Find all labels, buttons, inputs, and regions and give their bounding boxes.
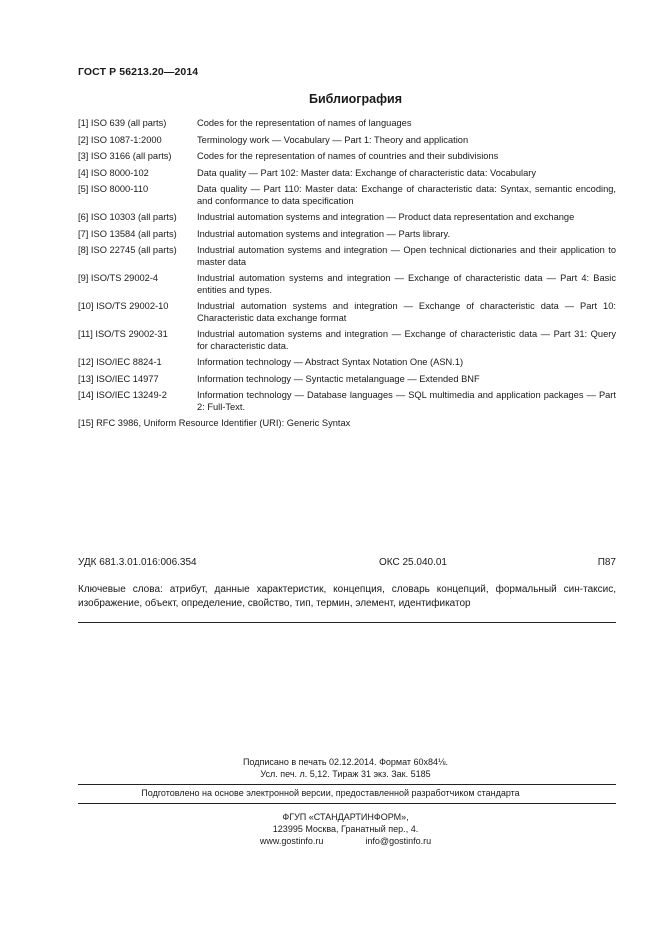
bibliography-ref: [11] ISO/TS 29002-31 bbox=[78, 329, 168, 339]
bibliography-item bbox=[78, 329, 616, 352]
bibliography-text: Data quality — Part 102: Master data: Exchange of characteristic data: Vocabulary bbox=[197, 167, 537, 178]
bibliography-text: Industrial automation systems and integration — Exchange of characteristic data — Part 31: Query for characteristic data. bbox=[197, 329, 616, 351]
bibliography-text: Industrial automation systems and integration — Open technical dictionaries and their application to master data bbox=[197, 245, 616, 267]
publisher-name: ФГУП «СТАНДАРТИНФОРМ», bbox=[282, 812, 409, 822]
oks-code: ОКС 25.040.01 bbox=[379, 557, 447, 568]
bibliography-ref: [10] ISO/TS 29002-10 bbox=[78, 301, 169, 311]
bibliography-text: Industrial automation systems and integration — Exchange of characteristic data — Part 4: Basic entities and types. bbox=[197, 273, 616, 295]
bibliography-item bbox=[78, 212, 616, 224]
imprint-sheets: Усл. печ. л. 5,12. Тираж 31 экз. Зак. 5185 bbox=[260, 769, 431, 779]
bibliography-text: Industrial automation systems and integration — Exchange of characteristic data — Part 10: Characteristic data exchange format bbox=[197, 301, 616, 323]
bibliography-ref: [3] ISO 3166 (all parts) bbox=[78, 151, 172, 161]
bibliography-item bbox=[78, 151, 616, 163]
bibliography-text: Terminology work — Vocabulary — Part 1: Theory and application bbox=[197, 134, 469, 145]
bibliography-item bbox=[78, 390, 616, 413]
bibliography-item bbox=[78, 135, 616, 147]
bibliography-text: Information technology — Syntactic metalanguage — Extended BNF bbox=[197, 373, 480, 384]
divider bbox=[78, 622, 616, 623]
bibliography-ref: [5] ISO 8000-110 bbox=[78, 184, 149, 194]
bibliography-ref: [4] ISO 8000-102 bbox=[78, 167, 149, 178]
bibliography-item bbox=[78, 184, 616, 207]
bibliography-item bbox=[78, 374, 616, 386]
divider bbox=[78, 803, 616, 804]
bibliography-item bbox=[78, 118, 616, 130]
website-link[interactable]: www.gostinfo.ru bbox=[259, 836, 324, 846]
bibliography-item bbox=[78, 357, 616, 369]
bibliography-ref: [12] ISO/IEC 8824-1 bbox=[78, 357, 162, 367]
bibliography-ref: [2] ISO 1087-1:2000 bbox=[78, 134, 162, 145]
imprint-signed: Подписано в печать 02.12.2014. Формат 60x84⅛. bbox=[242, 757, 449, 767]
bibliography-text: Industrial automation systems and integration — Parts library. bbox=[197, 228, 451, 239]
udk-code: УДК 681.3.01.016:006.354 bbox=[78, 557, 197, 568]
bibliography-text: [15] RFC 3986, Uniform Resource Identifier (URI): Generic Syntax bbox=[78, 418, 351, 428]
bibliography-ref: [8] ISO 22745 (all parts) bbox=[78, 245, 177, 255]
group-code: П87 bbox=[597, 557, 616, 568]
bibliography-ref: [9] ISO/TS 29002-4 bbox=[78, 273, 159, 283]
bibliography-item bbox=[78, 273, 616, 296]
classification-row bbox=[78, 557, 616, 568]
bibliography-ref: [14] ISO/IEC 13249-2 bbox=[78, 390, 167, 400]
bibliography-item bbox=[78, 301, 616, 324]
publisher-contacts bbox=[0, 836, 661, 848]
bibliography-text: Data quality — Part 110: Master data: Exchange of characteristic data: Syntax, semantic encoding, and conformance to data specification bbox=[197, 184, 616, 206]
document-header: ГОСТ Р 56213.20—2014 bbox=[78, 66, 199, 78]
bibliography-text: Information technology — Database languages — SQL multimedia and application packages — Part 2: Full-Text. bbox=[197, 390, 616, 412]
bibliography-item bbox=[78, 168, 616, 180]
bibliography-text: Information technology — Abstract Syntax Notation One (ASN.1) bbox=[197, 357, 464, 367]
bibliography-ref: [6] ISO 10303 (all parts) bbox=[78, 212, 177, 222]
imprint-prepared: Подготовлено на основе электронной версии, предоставленной разработчиком стандарта bbox=[141, 788, 520, 798]
email-link[interactable]: info@gostinfo.ru bbox=[365, 836, 432, 846]
keywords: Ключевые слова: атрибут, данные характеристик, концепция, словарь концепций, формальный син-таксис, изображение, объект, определение, свойство, тип, термин, элемент, идентификатор bbox=[78, 584, 616, 609]
bibliography-item bbox=[78, 229, 616, 241]
bibliography-item bbox=[78, 418, 616, 430]
bibliography-text: Codes for the representation of names of languages bbox=[197, 118, 412, 128]
bibliography-ref: [1] ISO 639 (all parts) bbox=[78, 118, 167, 128]
bibliography-text: Industrial automation systems and integration — Product data representation and exchange bbox=[197, 212, 575, 222]
bibliography-title: Библиография bbox=[308, 92, 403, 106]
bibliography-ref: [7] ISO 13584 (all parts) bbox=[78, 228, 177, 239]
bibliography-ref: [13] ISO/IEC 14977 bbox=[78, 373, 159, 384]
divider bbox=[78, 784, 616, 785]
publisher-address: 123995 Москва, Гранатный пер., 4. bbox=[272, 824, 419, 834]
bibliography-list bbox=[78, 118, 616, 435]
bibliography-text: Codes for the representation of names of countries and their subdivisions bbox=[197, 151, 499, 161]
bibliography-item bbox=[78, 245, 616, 268]
